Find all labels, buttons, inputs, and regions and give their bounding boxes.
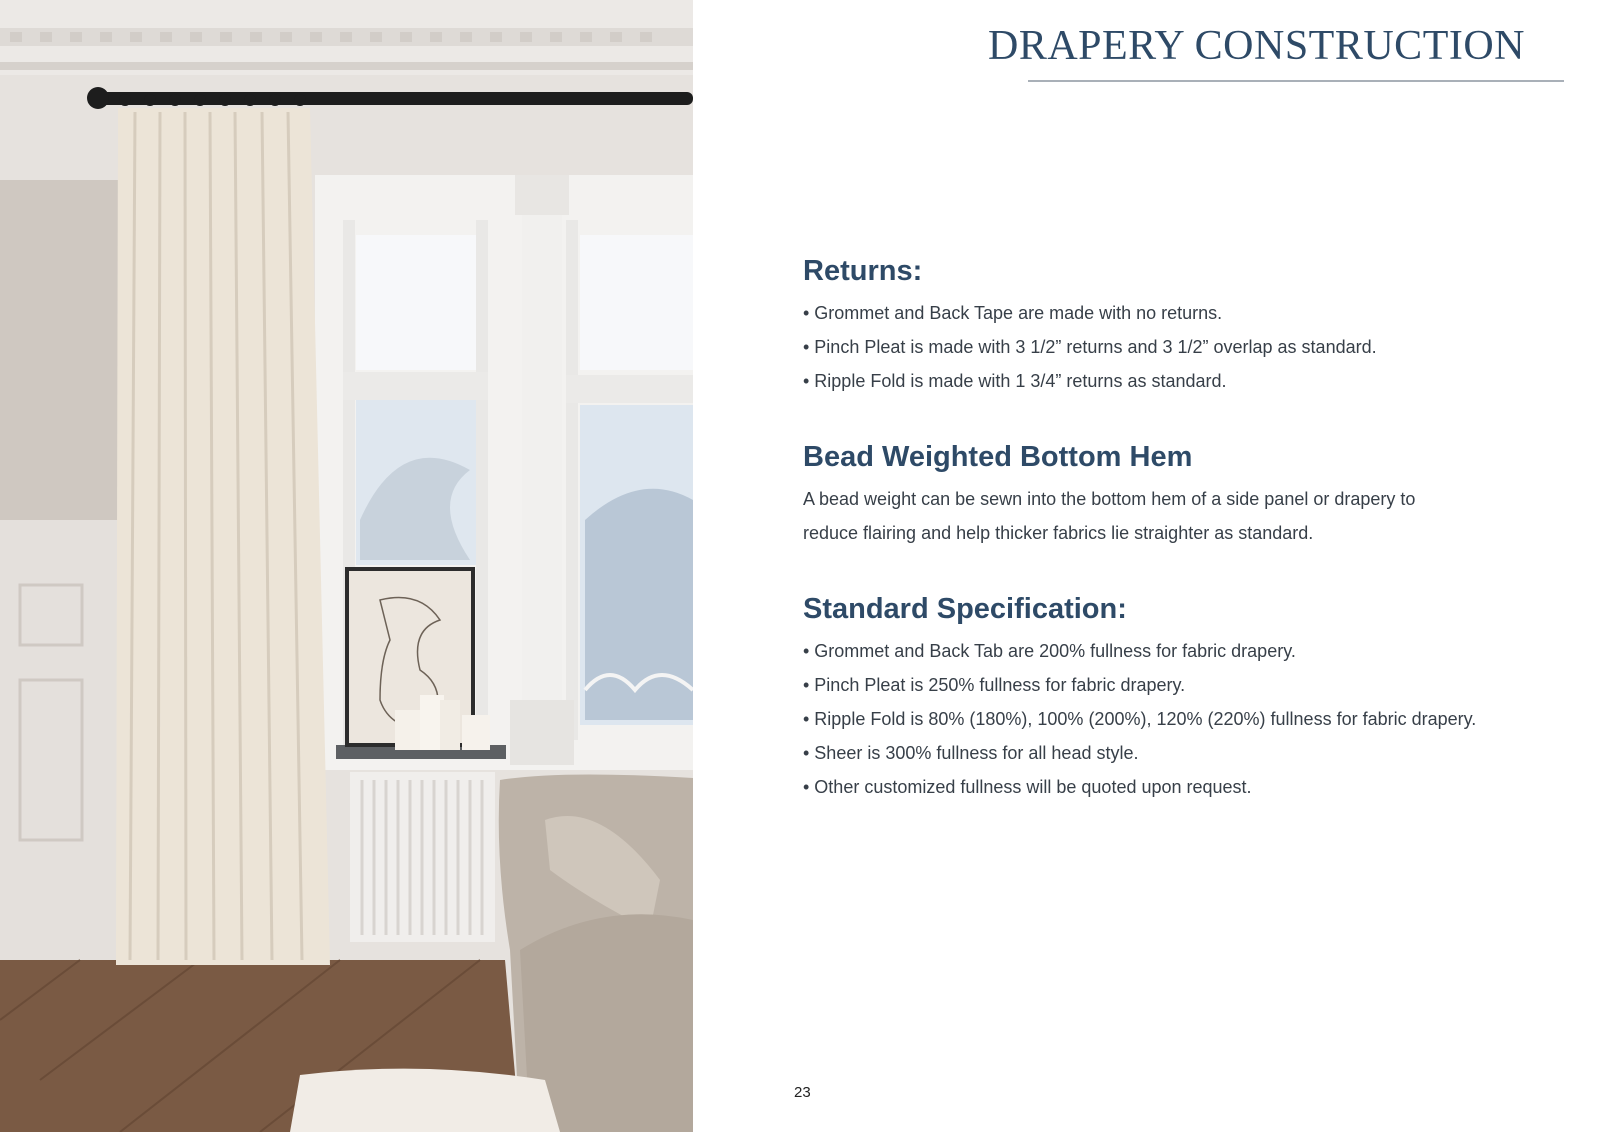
content-body bbox=[803, 252, 1563, 804]
returns-line: • Pinch Pleat is made with 3 1/2” returns and 3 1/2” overlap as standard. bbox=[803, 337, 1377, 357]
bead-weight-section bbox=[803, 438, 1563, 550]
spec-line: • Other customized fullness will be quoted upon request. bbox=[803, 777, 1252, 797]
bead-weight-text: reduce flairing and help thicker fabrics lie straighter as standard. bbox=[803, 523, 1314, 543]
returns-section bbox=[803, 252, 1563, 398]
page-number: 23 bbox=[794, 1084, 811, 1101]
page-title: DRAPERY CONSTRUCTION bbox=[987, 23, 1525, 69]
spec-line: • Ripple Fold is 80% (180%), 100% (200%), 120% (220%) fullness for fabric drapery. bbox=[803, 709, 1477, 729]
bead-weight-text: A bead weight can be sewn into the bottom hem of a side panel or drapery to bbox=[803, 489, 1416, 509]
returns-line: • Ripple Fold is made with 1 3/4” returns as standard. bbox=[803, 371, 1227, 391]
bead-weight-heading: Bead Weighted Bottom Hem bbox=[803, 441, 1193, 473]
interior-photo-illustration bbox=[0, 0, 693, 1132]
standard-spec-section bbox=[803, 590, 1563, 804]
title-underline bbox=[1028, 80, 1564, 82]
spec-line: • Grommet and Back Tab are 200% fullness for fabric drapery. bbox=[803, 641, 1296, 661]
interior-photo bbox=[0, 0, 693, 1132]
returns-heading: Returns: bbox=[803, 255, 923, 287]
spec-line: • Pinch Pleat is 250% fullness for fabric drapery. bbox=[803, 675, 1186, 695]
standard-spec-heading: Standard Specification: bbox=[803, 593, 1127, 625]
spec-line: • Sheer is 300% fullness for all head style. bbox=[803, 743, 1139, 763]
returns-line: • Grommet and Back Tape are made with no returns. bbox=[803, 303, 1223, 323]
